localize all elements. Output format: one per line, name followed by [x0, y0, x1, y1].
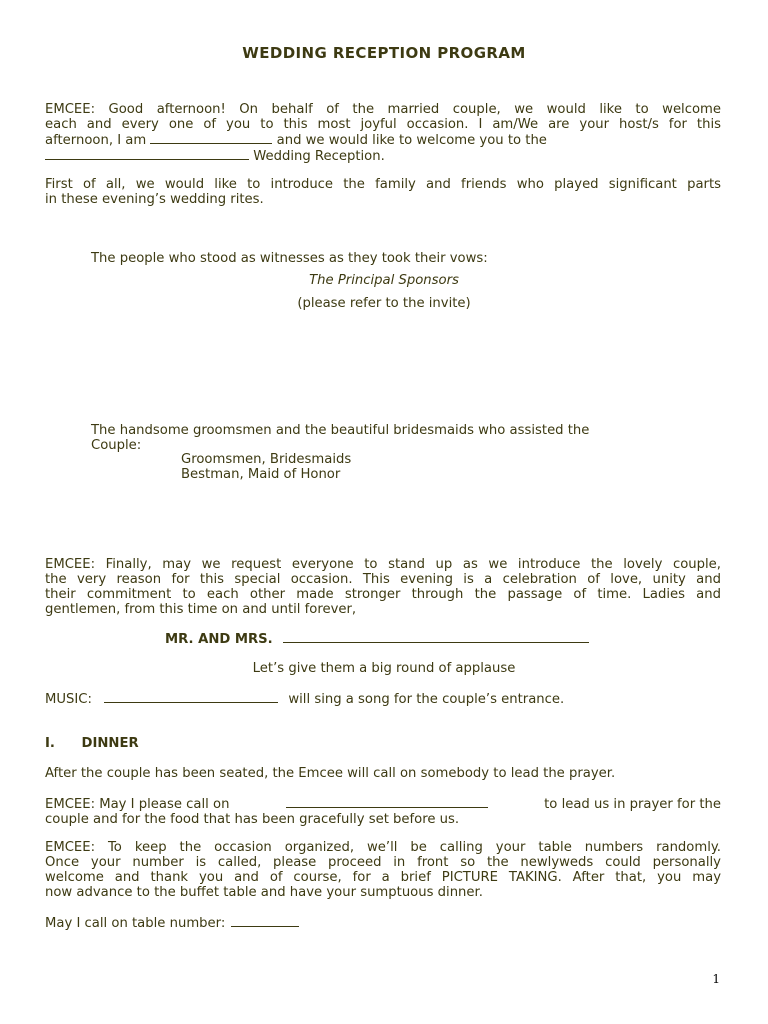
host-name-blank	[150, 132, 272, 144]
table-number-blank	[231, 915, 299, 927]
couple-label: MR. AND MRS.	[165, 632, 273, 647]
intro-line: EMCEE: Good afternoon! On behalf of the married couple, we would like to welcome	[45, 102, 721, 117]
venue-blank	[45, 148, 249, 160]
intro-text: afternoon, I am	[45, 133, 147, 148]
dinner-paragraph-2	[45, 796, 721, 827]
table-call-line: EMCEE: To keep the occasion organized, we’ll be calling your table numbers randomly.	[45, 840, 721, 855]
prayer-text: to lead us in prayer for the	[544, 797, 721, 812]
intro-text: and we would like to welcome you to the	[276, 133, 547, 148]
entourage-list	[181, 452, 351, 482]
intro2-line: in these evening’s wedding rites.	[45, 192, 264, 207]
music-text: will sing a song for the couple’s entrance.	[288, 692, 565, 707]
table-call-line: now advance to the buffet table and have your sumptuous dinner.	[45, 885, 483, 900]
intro-line	[45, 132, 721, 148]
prayer-line	[45, 796, 721, 812]
entourage-line: The handsome groomsmen and the beautiful bridesmaids who assisted the	[91, 423, 590, 438]
table-number-text: May I call on table number:	[45, 916, 226, 931]
dinner-paragraph-1: After the couple has been seated, the Emcee will call on somebody to lead the prayer.	[45, 766, 616, 781]
invite-note: (please refer to the invite)	[297, 296, 471, 311]
page-title: WEDDING RECEPTION PROGRAM	[242, 44, 526, 62]
list-item: Groomsmen, Bridesmaids	[181, 452, 352, 467]
finale-paragraph	[45, 557, 721, 617]
prayer-line: couple and for the food that has been gracefully set before us.	[45, 812, 460, 827]
prayer-text: EMCEE: May I please call on	[45, 797, 230, 812]
intro-text: Wedding Reception.	[253, 149, 385, 164]
introduction-paragraph	[45, 177, 721, 207]
intro-line	[45, 148, 721, 164]
section-heading	[45, 736, 139, 751]
entourage-paragraph	[91, 423, 691, 453]
list-item: Bestman, Maid of Honor	[181, 467, 341, 482]
principal-sponsors-heading: The Principal Sponsors	[309, 273, 459, 288]
table-call-line: Once your number is called, please proceed in front so the newlyweds could personally	[45, 855, 721, 870]
entourage-line: Couple:	[91, 438, 142, 453]
prayer-leader-blank	[286, 796, 488, 808]
intro-paragraph	[45, 102, 721, 164]
page-number: 1	[712, 972, 720, 986]
music-label: MUSIC:	[45, 692, 92, 707]
table-call-line: welcome and thank you and of course, for a brief PICTURE TAKING. After that, you may	[45, 870, 721, 885]
applause-text: Let’s give them a big round of applause	[252, 661, 516, 676]
finale-line: the very reason for this special occasion. This evening is a celebration of love, unity and	[45, 572, 721, 587]
intro-line: each and every one of you to this most joyful occasion. I am/We are your host/s for this	[45, 117, 721, 132]
couple-name-blank	[283, 631, 589, 643]
music-line	[45, 691, 564, 707]
witnesses-text: The people who stood as witnesses as they took their vows:	[91, 251, 488, 266]
finale-line: EMCEE: Finally, may we request everyone to stand up as we introduce the lovely couple,	[45, 557, 721, 572]
section-number: I.	[45, 736, 55, 751]
singer-blank	[104, 691, 278, 703]
couple-line	[165, 631, 589, 647]
finale-line: gentlemen, from this time on and until forever,	[45, 602, 357, 617]
finale-line: their commitment to each other made stronger through the passage of time. Ladies and	[45, 587, 721, 602]
section-name: DINNER	[81, 736, 139, 751]
table-number-line	[45, 915, 299, 931]
dinner-paragraph-3	[45, 840, 721, 900]
intro2-line: First of all, we would like to introduce the family and friends who played significant parts	[45, 177, 721, 192]
